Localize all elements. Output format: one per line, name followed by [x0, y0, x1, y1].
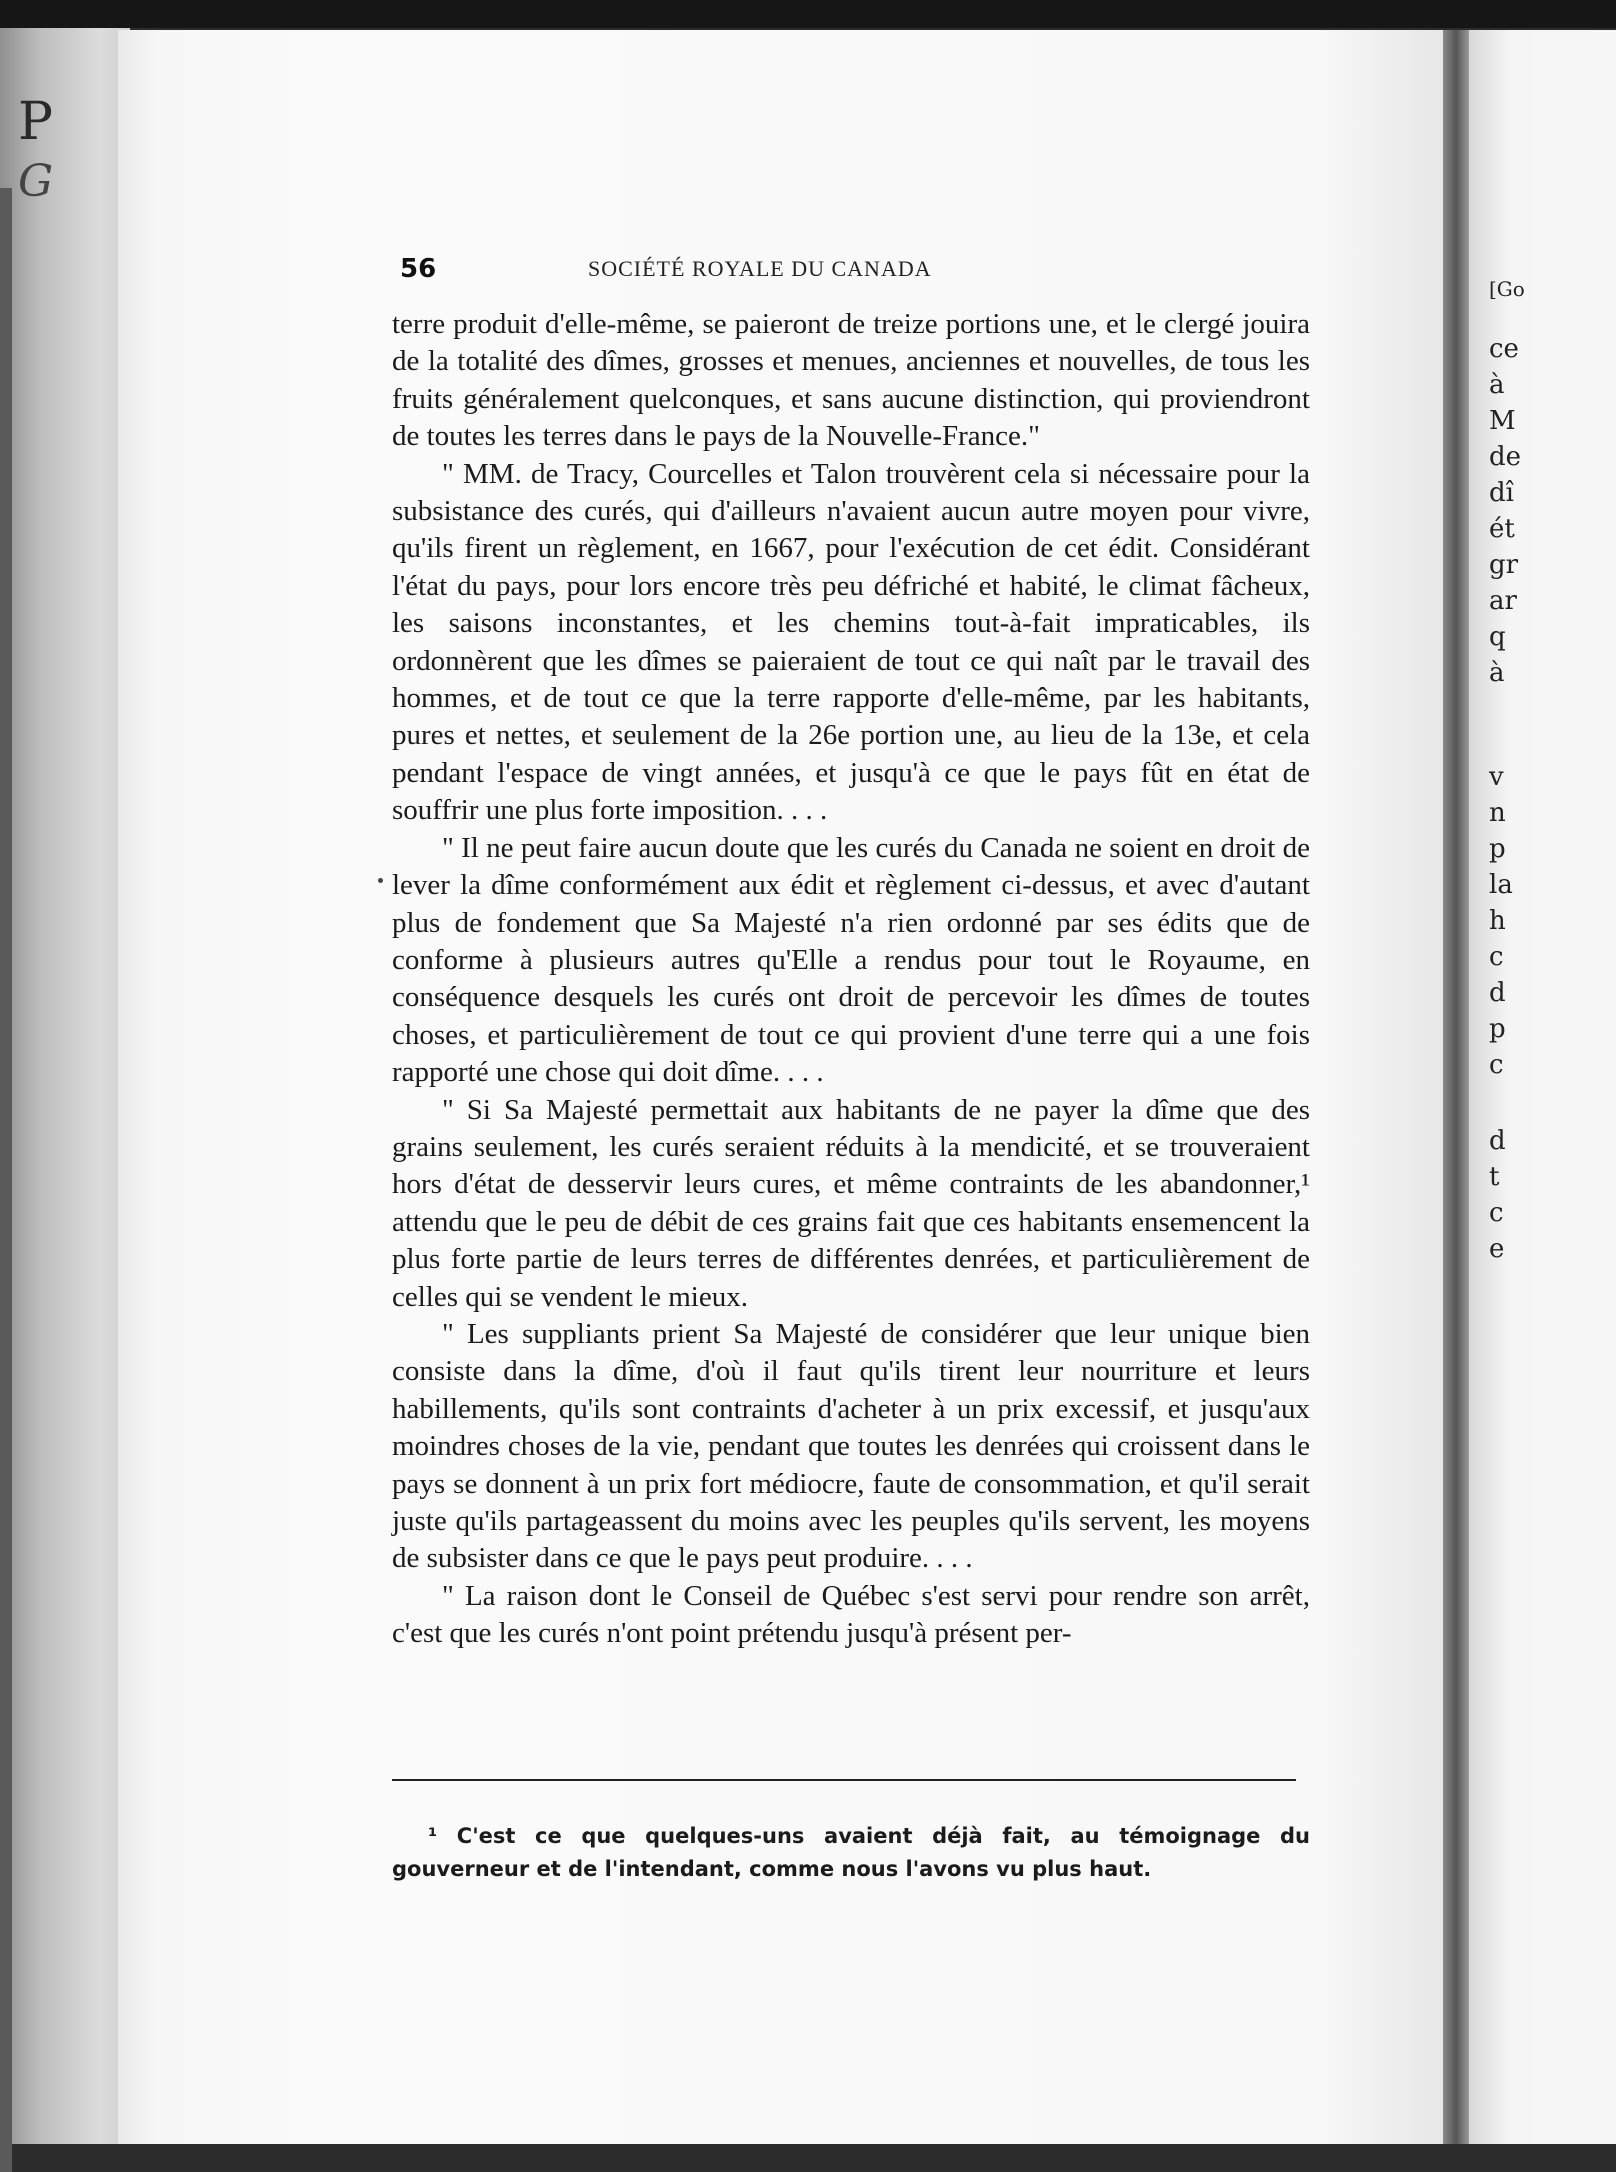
paragraph: " Il ne peut faire aucun doute que les curés du Canada ne soient en droit de lever la dîme conformément aux édit et règlement ci-dessus, et avec d'autant plus de fondement que Sa Majesté n'a rien ordonné par ses édits que de conforme à plusieurs autres qu'Elle a rendus pour tout le Royaume, en conséquence desquels les curés ont droit de percevoir les dîmes de toutes choses, et particulièrement de tout ce qui provient d'une terre qui a une fois rapporté une chose qui doit dîme. . . .	[392, 831, 1310, 1089]
next-page-line: ce	[1489, 334, 1519, 364]
next-page-line: d	[1489, 978, 1506, 1008]
previous-page-fragment	[18, 92, 53, 212]
paragraph: " Si Sa Majesté permettait aux habitants de ne payer la dîme que des grains seulement, les curés seraient réduits à la mendicité, et se trouveraient hors d'état de desservir leurs cures, et même contraints de les abandonner,¹ attendu que le peu de débit de ces grains fait que ces habitants ensemencent la plus forte partie de leurs terres de différentes denrées, et particulièrement de celles qui se vendent le mieux.	[392, 1093, 1310, 1313]
next-page-line: p	[1489, 1014, 1506, 1044]
next-page-line: de	[1489, 442, 1522, 472]
page-number: 56	[400, 254, 437, 284]
fragment-line-1: P	[18, 92, 53, 152]
paragraph: " Les suppliants prient Sa Majesté de considérer que leur unique bien consiste dans la dîme, d'où il faut qu'ils tirent leur nourriture et leurs habillements, qu'ils sont contraints d'acheter à un prix excessif, et jusqu'aux moindres choses de la vie, pendant que toutes les denrées qui croissent dans le pays se donnent à un prix fort médiocre, faute de consommation, et qu'il serait juste qu'ils partageassent du moins avec les peuples qu'ils servent, les moyens de subsister dans ce que le pays peut produire. . . .	[392, 1317, 1310, 1575]
paragraph: " MM. de Tracy, Courcelles et Talon trouvèrent cela si nécessaire pour la subsistance des curés, qui d'ailleurs n'avaient aucun autre moyen pour vivre, qu'ils firent un règlement, en 1667, pour l'exécution de cet édit. Considérant l'état du pays, pour lors encore très peu défriché et habité, le climat fâcheux, les saisons inconstantes, et les chemins tout-à-fait impraticables, ils ordonnèrent que les dîmes se paieraient de tout ce qui naît par le travail des hommes, et de tout ce que la terre rapporte d'elle-même, par les habitants, pures et nettes, et seulement de la 26e portion une, au lieu de la 13e, et cela pendant l'espace de vingt années, et jusqu'à ce que le pays fût en état de souffrir une plus forte imposition. . . .	[392, 457, 1310, 827]
next-page-line: dî	[1489, 478, 1514, 508]
next-page-edge	[1469, 30, 1616, 2144]
next-page-line: gr	[1489, 550, 1519, 580]
footnote: ¹ C'est ce que quelques-uns avaient déjà fait, au témoignage du gouverneur et de l'intendant, comme nous l'avons vu plus haut.	[392, 1824, 1310, 1881]
fragment-line-2: G	[18, 156, 54, 207]
next-page-line: à	[1489, 370, 1505, 400]
next-page-line: e	[1489, 1234, 1505, 1264]
binding-shadow	[0, 188, 12, 2172]
next-page-line: v	[1489, 762, 1504, 792]
paragraph: terre produit d'elle-même, se paieront de treize portions une, et le clergé jouira de la totalité des dîmes, grosses et menues, anciennes et nouvelles, de tous les fruits généralement quelconques, et sans aucune distinction, qui proviendront de toutes les terres dans le pays de la Nouvelle-France."	[392, 308, 1310, 453]
scan-border-top	[0, 0, 1616, 28]
footnote-rule	[392, 1779, 1296, 1781]
next-page-line: [Go	[1489, 277, 1525, 301]
body-text	[392, 306, 1310, 1653]
next-page-line: à	[1489, 658, 1505, 688]
running-title: SOCIÉTÉ ROYALE DU CANADA	[588, 256, 932, 281]
book-gutter	[1443, 30, 1469, 2144]
next-page-line: n	[1489, 798, 1506, 828]
previous-page-edge	[0, 28, 130, 2144]
next-page-line: q	[1489, 622, 1506, 652]
next-page-line: h	[1489, 906, 1506, 936]
next-page-line: M	[1489, 406, 1516, 436]
print-speck	[378, 878, 383, 883]
next-page-line: ar	[1489, 586, 1517, 616]
next-page-line: t	[1489, 1162, 1500, 1192]
paragraph: " La raison dont le Conseil de Québec s'est servi pour rendre son arrêt, c'est que les curés n'ont point prétendu jusqu'à présent per-	[392, 1579, 1310, 1650]
next-page-line: c	[1489, 942, 1504, 972]
next-page-line: c	[1489, 1198, 1504, 1228]
next-page-line: c	[1489, 1050, 1504, 1080]
next-page-line: p	[1489, 834, 1506, 864]
next-page-line: ét	[1489, 514, 1515, 544]
next-page-line: la	[1489, 870, 1513, 900]
next-page-line: d	[1489, 1126, 1506, 1156]
